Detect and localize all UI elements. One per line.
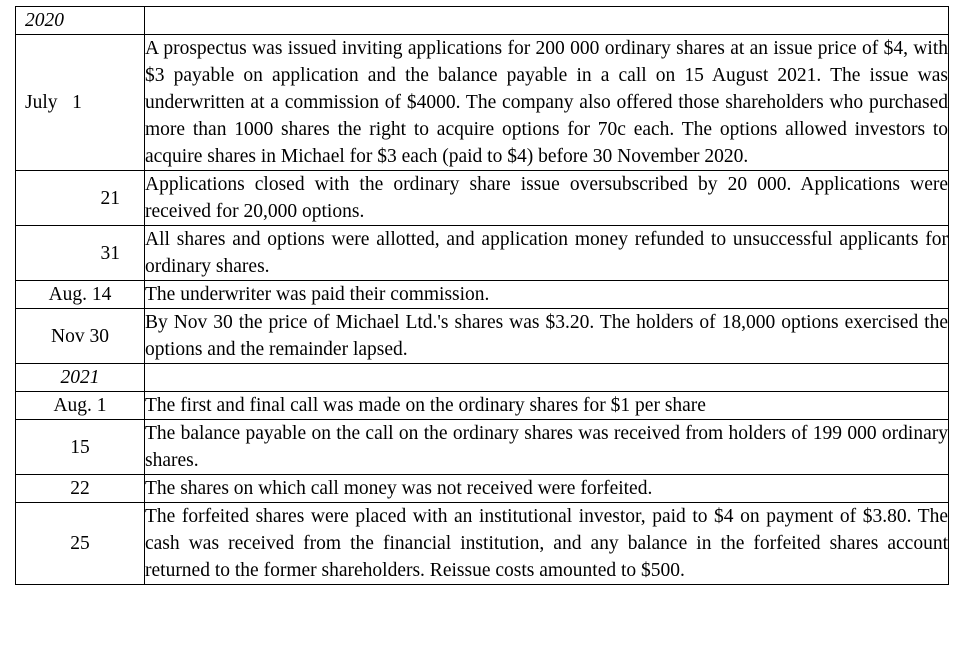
date-cell: 15	[16, 420, 145, 475]
description-cell: All shares and options were allotted, and application money refunded to unsuccessful applicants for ordinary shares.	[145, 226, 949, 281]
year-cell: 2021	[16, 364, 145, 392]
table-row	[16, 503, 949, 585]
table-row	[16, 392, 949, 420]
date-cell: Nov 30	[16, 309, 145, 364]
description-cell: The shares on which call money was not received were forfeited.	[145, 475, 949, 503]
description-cell: The first and final call was made on the ordinary shares for $1 per share	[145, 392, 949, 420]
date-cell: Aug. 14	[16, 281, 145, 309]
description-cell	[145, 364, 949, 392]
year-row	[16, 7, 949, 35]
transactions-table-body	[16, 7, 949, 585]
year-cell: 2020	[16, 7, 145, 35]
table-row	[16, 171, 949, 226]
description-cell: The forfeited shares were placed with an institutional investor, paid to $4 on payment of $3.80. The cash was received from the financial institution, and any balance in the forfeited shares account returned to the former shareholders. Reissue costs amounted to $500.	[145, 503, 949, 585]
date-cell: Aug. 1	[16, 392, 145, 420]
table-row	[16, 35, 949, 171]
table-row	[16, 420, 949, 475]
table-row	[16, 309, 949, 364]
date-cell: July 1	[16, 35, 145, 171]
date-cell: 31	[16, 226, 145, 281]
date-cell: 25	[16, 503, 145, 585]
year-row	[16, 364, 949, 392]
description-cell: By Nov 30 the price of Michael Ltd.'s shares was $3.20. The holders of 18,000 options exercised the options and the remainder lapsed.	[145, 309, 949, 364]
date-cell: 21	[16, 171, 145, 226]
table-row	[16, 281, 949, 309]
date-cell: 22	[16, 475, 145, 503]
description-cell	[145, 7, 949, 35]
description-cell: Applications closed with the ordinary share issue oversubscribed by 20 000. Applications were received for 20,000 options.	[145, 171, 949, 226]
table-row	[16, 226, 949, 281]
description-cell: The balance payable on the call on the ordinary shares was received from holders of 199 000 ordinary shares.	[145, 420, 949, 475]
transactions-table	[15, 6, 949, 585]
description-cell: A prospectus was issued inviting applications for 200 000 ordinary shares at an issue price of $4, with $3 payable on application and the balance payable in a call on 15 August 2021. The issue was underwritten at a commission of $4000. The company also offered those shareholders who purchased more than 1000 shares the right to acquire options for 70c each. The options allowed investors to acquire shares in Michael for $3 each (paid to $4) before 30 November 2020.	[145, 35, 949, 171]
description-cell: The underwriter was paid their commission.	[145, 281, 949, 309]
table-row	[16, 475, 949, 503]
